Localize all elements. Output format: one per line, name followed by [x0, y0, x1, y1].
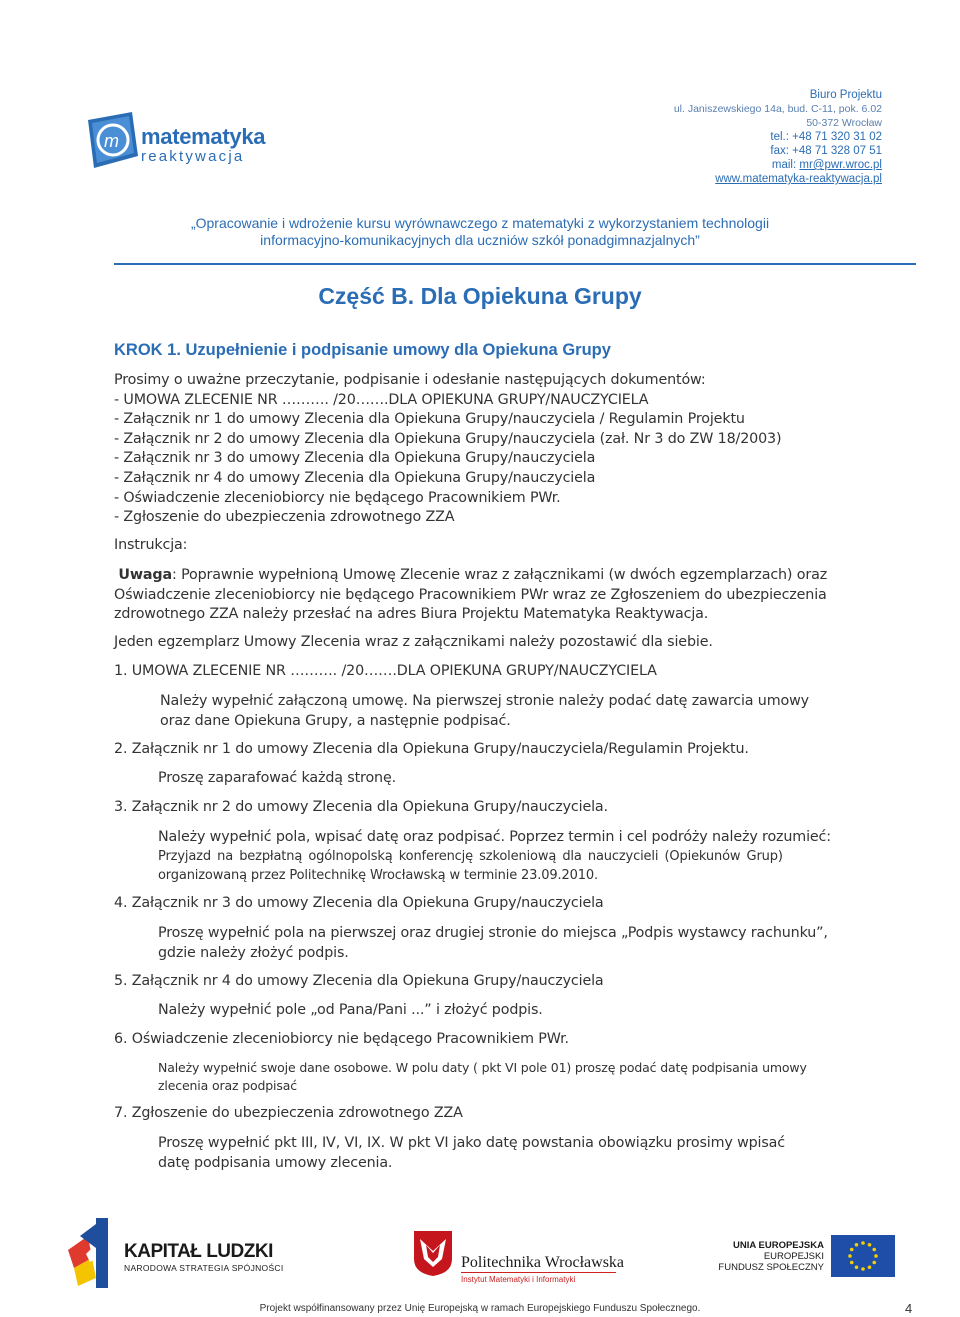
mail-link[interactable]: mr@pwr.wroc.pl: [799, 159, 882, 171]
step-desc-line: datę podpisania umowy zlecenia.: [158, 1154, 393, 1171]
step-desc-line: gdzie należy złożyć podpis.: [158, 944, 349, 961]
eu-star-icon: [861, 1267, 865, 1271]
mail-label: mail:: [771, 159, 800, 171]
step-item-title: 1. UMOWA ZLECENIE NR ………. /20…….DLA OPIEKUNA GRUPY/NAUCZYCIELA: [114, 663, 657, 679]
politechnika-title: Politechnika Wrocławska: [461, 1254, 625, 1271]
step-item-title: 5. Załącznik nr 4 do umowy Zlecenia dla Opiekuna Grupy/nauczyciela: [114, 973, 604, 989]
politechnika-institute: Instytut Matematyki i Informatyki: [461, 1275, 576, 1284]
step-desc-line: Należy wypełnić pola, wpisać datę oraz podpisać. Poprzez termin i cel podróży należy rozumieć:: [158, 829, 831, 845]
fax-number: fax: +48 71 328 07 51: [770, 145, 882, 157]
subtitle-line1: „Opracowanie i wdrożenie kursu wyrównawczego z matematyki z wykorzystaniem technologii: [190, 215, 770, 231]
eu-fund-line3: FUNDUSZ SPOŁECZNY: [718, 1262, 824, 1273]
politechnika-underline: [461, 1272, 616, 1273]
eu-star-icon: [848, 1254, 852, 1258]
document-item: - Zgłoszenie do ubezpieczenia zdrowotnego ZZA: [114, 509, 455, 526]
step-desc-line: Należy wypełnić załączoną umowę. Na pierwszej stronie należy podać datę zawarcia umowy: [160, 693, 809, 709]
subtitle-line2: informacyjno-komunikacyjnych dla uczniów szkół ponadgimnazjalnych”: [260, 232, 700, 248]
eu-star-icon: [874, 1254, 878, 1258]
document-item: - Załącznik nr 2 do umowy Zlecenia dla Opiekuna Grupy/nauczyciela (zał. Nr 3 do ZW 18/2003): [114, 430, 782, 447]
document-list: [114, 371, 781, 528]
keep-copy-note: Jeden egzemplarz Umowy Zlecenia wraz z załącznikami należy pozostawić dla siebie.: [114, 634, 713, 650]
eu-star-icon: [872, 1248, 876, 1252]
part-title: Część B. Dla Opiekuna Grupy: [318, 283, 642, 309]
page-number: 4: [905, 1301, 913, 1316]
uwaga-label: Uwaga: [118, 567, 173, 583]
step-desc-line: Należy wypełnić swoje dane osobowe. W polu daty ( pkt VI pole 01) proszę podać datę podpisania umowy: [158, 1060, 807, 1075]
politechnika-wroclawska-logo: [412, 1229, 454, 1277]
uwaga-line1: : Poprawnie wypełnioną Umowę Zlecenie wraz z załącznikami (w dwóch egzemplarzach) oraz: [172, 567, 828, 583]
address-line2: 50-372 Wrocław: [806, 117, 882, 129]
contact-block: [674, 88, 882, 186]
eu-star-icon: [868, 1265, 872, 1269]
header-divider: [114, 263, 916, 265]
step-desc-line: Proszę wypełnić pkt III, IV, VI, IX. W pkt VI jako datę powstania obowiązku prosimy wpisać: [158, 1135, 785, 1151]
step-desc-line: organizowaną przez Politechnikę Wrocławską w terminie 23.09.2010.: [158, 868, 598, 883]
document-item: - UMOWA ZLECENIE NR ………. /20…….DLA OPIEKUNA GRUPY/NAUCZYCIELA: [114, 391, 649, 408]
eu-union-label: UNIA EUROPEJSKA: [733, 1240, 824, 1251]
step-item-title: 6. Oświadczenie zleceniobiorcy nie będącego Pracownikiem PWr.: [114, 1031, 569, 1047]
eu-flag-icon: [831, 1235, 895, 1277]
kapital-ludzki-title: KAPITAŁ LUDZKI: [124, 1241, 273, 1262]
step-item-title: 7. Zgłoszenie do ubezpieczenia zdrowotnego ZZA: [114, 1105, 463, 1121]
kapital-ludzki-logo: [66, 1218, 112, 1288]
step-desc-line: Przyjazd na bezpłatną ogólnopolską konferencję szkoleniową dla nauczycieli (Opiekunów Grup): [158, 849, 783, 864]
address-line1: ul. Janiszewskiego 14a, bud. C-11, pok. 6.02: [673, 103, 882, 115]
eu-star-icon: [868, 1243, 872, 1247]
step-desc-line: Proszę zaparafować każdą stronę.: [158, 770, 396, 786]
uwaga-note: [114, 566, 827, 625]
logo-text-matematyka: matematyka: [141, 124, 266, 149]
kapital-ludzki-subtitle: NARODOWA STRATEGIA SPÓJNOŚCI: [124, 1263, 284, 1273]
step-item-description: [158, 1134, 785, 1173]
instruction-label: Instrukcja:: [114, 537, 188, 553]
cofinancing-note: Projekt współfinansowany przez Unię Europejską w ramach Europejskiego Funduszu Społecznego.: [259, 1303, 701, 1314]
logo-text-reaktywacja: reaktywacja: [141, 148, 245, 165]
uwaga-line2: Oświadczenie zleceniobiorcy nie będącego Pracownikiem PWr wraz ze Zgłoszeniem do ubezpieczenia: [114, 586, 827, 603]
project-subtitle: [0, 215, 960, 249]
eu-star-icon: [850, 1261, 854, 1265]
step-item-description: [160, 692, 809, 731]
eu-fund-text: [718, 1240, 824, 1273]
office-name: Biuro Projektu: [809, 89, 882, 101]
document-item: - Załącznik nr 4 do umowy Zlecenia dla Opiekuna Grupy/nauczyciela: [114, 469, 596, 486]
step-item-description: [158, 1059, 807, 1095]
step-desc-line: Należy wypełnić pole „od Pana/Pani ...” i złożyć podpis.: [158, 1002, 543, 1018]
step-item-description: [158, 1002, 543, 1018]
svg-text:m: m: [104, 131, 119, 151]
intro-text: Prosimy o uważne przeczytanie, podpisanie i odesłanie następujących dokumentów:: [114, 372, 706, 388]
step-desc-line: zlecenia oraz podpisać: [158, 1078, 297, 1093]
eu-star-icon: [855, 1243, 859, 1247]
document-item: - Oświadczenie zleceniobiorcy nie będącego Pracownikiem PWr.: [114, 489, 561, 506]
eu-star-icon: [861, 1241, 865, 1245]
step-desc-line: Proszę wypełnić pola na pierwszej oraz drugiej stronie do miejsca „Podpis wystawcy rachunku”,: [158, 925, 828, 941]
uwaga-line3: zdrowotnego ZZA należy przesłać na adres Biura Projektu Matematyka Reaktywacja.: [114, 606, 709, 623]
step-item-title: 2. Załącznik nr 1 do umowy Zlecenia dla Opiekuna Grupy/nauczyciela/Regulamin Projektu.: [114, 741, 749, 757]
document-item: - Załącznik nr 1 do umowy Zlecenia dla Opiekuna Grupy/nauczyciela / Regulamin Projektu: [114, 411, 745, 428]
step-item-title: 4. Załącznik nr 3 do umowy Zlecenia dla Opiekuna Grupy/nauczyciela: [114, 895, 604, 911]
step-item-description: [158, 924, 828, 963]
phone-number: tel.: +48 71 320 31 02: [770, 131, 882, 143]
eu-star-icon: [872, 1261, 876, 1265]
step-item-description: [158, 770, 396, 786]
website-link[interactable]: www.matematyka-reaktywacja.pl: [715, 173, 882, 185]
eu-fund-line2: EUROPEJSKI: [763, 1251, 824, 1262]
step-item-title: 3. Załącznik nr 2 do umowy Zlecenia dla Opiekuna Grupy/nauczyciela.: [114, 799, 608, 815]
eu-star-icon: [855, 1265, 859, 1269]
document-item: - Załącznik nr 3 do umowy Zlecenia dla Opiekuna Grupy/nauczyciela: [114, 450, 596, 467]
eu-star-icon: [850, 1248, 854, 1252]
step-title: KROK 1. Uzupełnienie i podpisanie umowy dla Opiekuna Grupy: [114, 341, 611, 359]
step-desc-line: oraz dane Opiekuna Grupy, a następnie podpisać.: [160, 712, 511, 729]
step-item-description: [158, 828, 831, 885]
